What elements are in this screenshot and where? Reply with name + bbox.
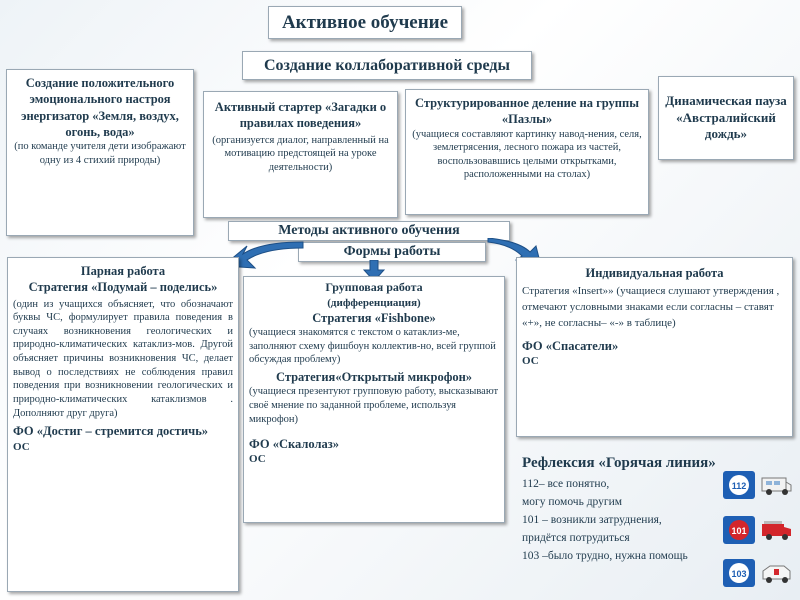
collaborative-env-heading bbox=[242, 51, 532, 80]
reflection-line: могу помочь другим bbox=[522, 496, 623, 509]
ambulance-car-icon bbox=[760, 561, 794, 585]
forms-label-text: Формы работы bbox=[343, 244, 441, 259]
collaborative-env-text: Создание коллаборативной среды bbox=[264, 56, 510, 74]
forms-label-box bbox=[298, 242, 486, 262]
pair-work-fo: ФО «Достиг – стремится достичь» bbox=[13, 424, 209, 439]
positive-mood-note: (по команде учителя дети изображают одну из 4 стихий природы) bbox=[14, 141, 186, 166]
active-starter-heading: Активный стартер «Загадки о правилах поведения» bbox=[214, 100, 387, 131]
puzzle-groups-box bbox=[405, 89, 649, 215]
group-work-strategy2: Стратегия«Открытый микрофон» bbox=[275, 370, 473, 385]
individual-work-fo: ФО «Спасатели» bbox=[522, 339, 619, 354]
112-badge-icon bbox=[722, 470, 756, 500]
reflection-title: Рефлексия «Горячая линия» bbox=[522, 455, 716, 471]
active-starter-note: (организуется диалог, направленный на мотивацию предстоящей на уроке деятельности) bbox=[212, 134, 389, 173]
fire-truck-icon bbox=[760, 518, 794, 542]
group-work-box bbox=[243, 276, 505, 523]
puzzle-groups-note: (учащиеся составляют картинку навод-нения, селя, землетрясения, лесного пожара из частей, воспользовавшись целыми открытками, расположенными на столах) bbox=[412, 128, 642, 181]
badge-number-101: 101 bbox=[731, 526, 747, 536]
pair-work-strategy: Стратегия «Подумай – поделись» bbox=[28, 280, 218, 295]
individual-work-title: Индивидуальная работа bbox=[585, 266, 724, 280]
page-title-text: Активное обучение bbox=[281, 11, 449, 33]
positive-mood-heading: Создание положительного эмоционального настроя энергизатор «Земля, воздух, огонь, вода» bbox=[21, 76, 179, 139]
methods-label-text: Методы активного обучения bbox=[278, 223, 460, 238]
icon-row-101 bbox=[722, 515, 794, 545]
reflection-block bbox=[522, 452, 722, 565]
reflection-line: 103 –было трудно, нужна помощь bbox=[522, 549, 688, 562]
pair-work-title: Парная работа bbox=[80, 264, 166, 278]
puzzle-groups-heading: Структурированное деление на группы «Пазлы» bbox=[415, 96, 639, 127]
dynamic-pause-box bbox=[658, 76, 794, 160]
reflection-line: 101 – возникли затруднения, bbox=[522, 513, 662, 526]
103-badge-icon bbox=[722, 558, 756, 588]
individual-work-text: Стратегия «Insert»» (учащиеся слушают утверждения , отмечают условными знаками если согласны – ставят «+», не согласны– «-» в таблице) bbox=[522, 285, 780, 330]
positive-mood-box bbox=[6, 69, 194, 236]
individual-work-box bbox=[516, 257, 793, 437]
icon-row-112 bbox=[722, 470, 794, 500]
group-work-text1: (учащиеся знакомятся с текстом о катаклиз-ме, заполняют схему фишбоун коллектив-но, всей группой обсуждая проблему) bbox=[249, 327, 496, 366]
group-work-subtitle: (дифференциация) bbox=[327, 296, 421, 309]
ambulance-van-icon bbox=[760, 473, 794, 497]
reflection-line: придётся потрудиться bbox=[522, 531, 630, 544]
group-work-strategy1: Стратегия «Fishbone» bbox=[312, 310, 436, 325]
active-starter-box bbox=[203, 91, 398, 218]
dynamic-pause-heading: Динамическая пауза «Австралийский дождь» bbox=[665, 92, 787, 142]
icon-row-103 bbox=[722, 558, 794, 588]
individual-work-os: ОС bbox=[522, 355, 539, 368]
pair-work-text: (один из учащихся объясняет, что обозначают буквы ЧС, формулирует правила поведения в случаях возникновения геологических и природно-климатических катаклиз-мов. Другой объясняет причины возникновения ЧС, делает вывод о последствиях не соблюдения правил поведения при возникновении геологических и природно-климатических катаклизмов . Дополняют друг друга) bbox=[13, 298, 233, 419]
badge-number-112: 112 bbox=[731, 481, 747, 491]
group-work-fo: ФО «Скалолаз» bbox=[249, 437, 340, 452]
group-work-text2: (учащиеся презентуют групповую работу, высказывают своё мнение по заданной проблеме, используя микрофон) bbox=[249, 386, 499, 425]
pair-work-box bbox=[7, 257, 239, 592]
page-title bbox=[268, 6, 462, 39]
101-badge-icon bbox=[722, 515, 756, 545]
reflection-line: 112– все понятно, bbox=[522, 478, 610, 491]
pair-work-os: ОС bbox=[13, 440, 30, 453]
group-work-os: ОС bbox=[249, 453, 266, 466]
badge-number-103: 103 bbox=[731, 569, 747, 579]
group-work-title: Групповая работа bbox=[325, 280, 423, 294]
